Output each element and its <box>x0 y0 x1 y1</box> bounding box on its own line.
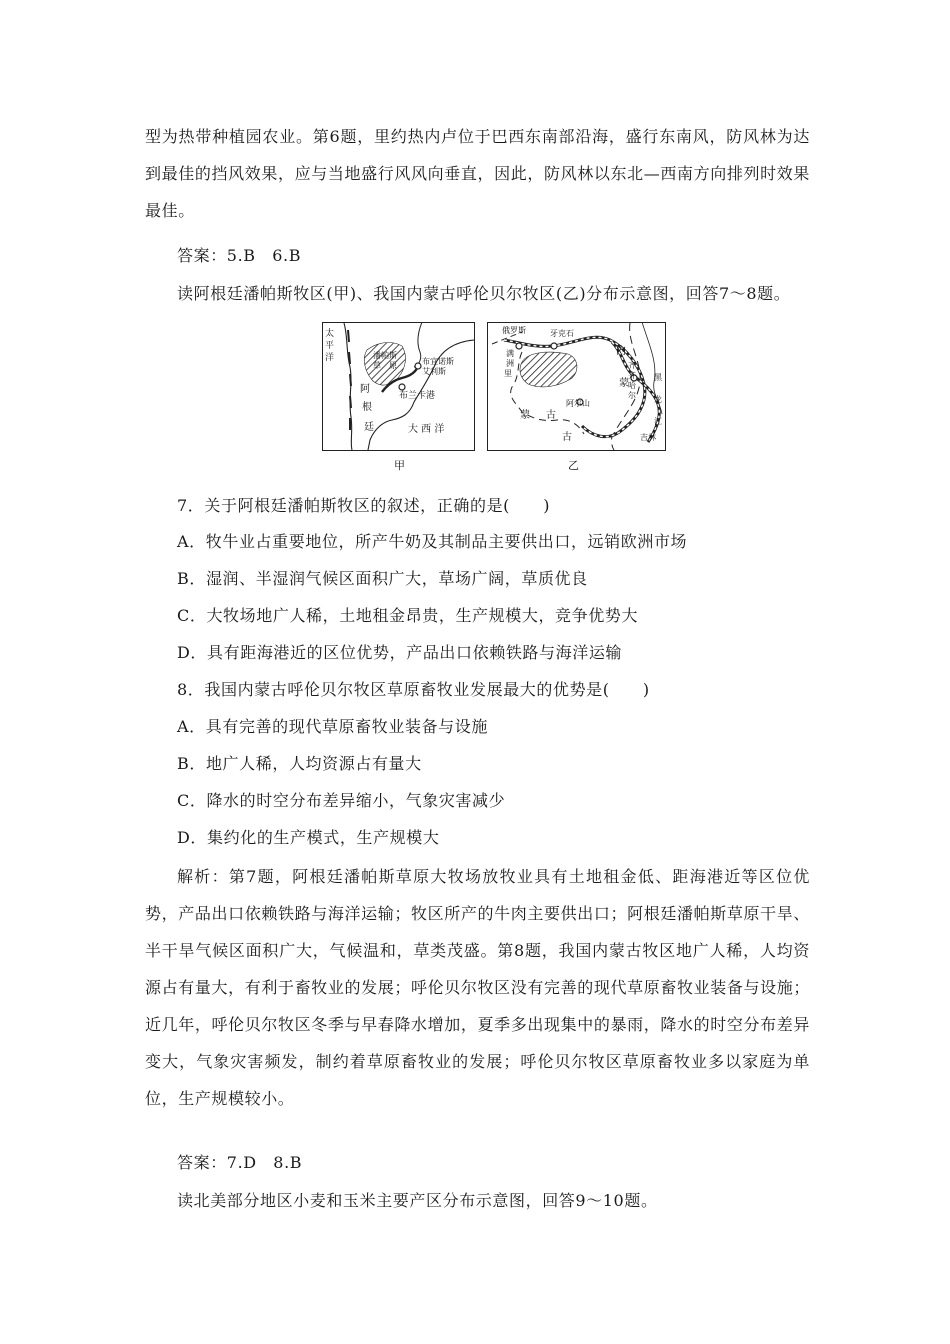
svg-text:满: 满 <box>506 349 514 358</box>
svg-text:根: 根 <box>362 402 372 413</box>
svg-text:古: 古 <box>546 410 556 421</box>
q8-stem: 8．我国内蒙古呼伦贝尔牧区草原畜牧业发展最大的优势是( ) <box>177 680 650 699</box>
q7-option-a: A．牧牛业占重要地位，所产牛奶及其制品主要供出口，远销欧洲市场 <box>177 532 688 551</box>
svg-text:江: 江 <box>654 417 662 426</box>
svg-text:牙克石: 牙克石 <box>550 329 574 338</box>
svg-text:布兰卡港: 布兰卡港 <box>399 391 436 401</box>
svg-text:潘帕斯: 潘帕斯 <box>373 351 397 360</box>
caption-jia: 甲 <box>394 459 405 472</box>
svg-text:平: 平 <box>325 341 335 351</box>
q7-option-c: C．大牧场地广人稀，土地租金昂贵，生产规模大，竞争优势大 <box>177 606 639 625</box>
svg-text:阿尔山: 阿尔山 <box>566 399 590 408</box>
q8-option-a: A．具有完善的现代草原畜牧业装备与设施 <box>177 717 488 736</box>
svg-text:俄罗斯: 俄罗斯 <box>502 326 526 335</box>
svg-text:艾利斯: 艾利斯 <box>422 367 446 376</box>
answer-q5-6: 答案：5.B 6.B <box>177 246 302 265</box>
svg-text:蒙: 蒙 <box>520 410 530 421</box>
svg-text:尔: 尔 <box>628 391 636 400</box>
q7-option-b: B．湿润、半湿润气候区面积广大，草场广阔，草质优良 <box>177 569 588 588</box>
explanation-paragraph-q5-6: 型为热带种植园农业。第6题，里约热内卢位于巴西东南部沿海，盛行东南风，防风林为达到最佳的挡风效果，应与当地盛行风风向垂直，因此，防风林以东北—西南方向排列时效果最佳。 <box>145 127 810 220</box>
svg-text:廷: 廷 <box>364 422 374 433</box>
intro-q7-8: 读阿根廷潘帕斯牧区(甲)、我国内蒙古呼伦贝尔牧区(乙)分布示意图，回答7～8题。 <box>177 284 791 303</box>
map-yi <box>488 322 666 472</box>
svg-text:龙: 龙 <box>654 395 662 404</box>
svg-text:洋: 洋 <box>325 353 335 363</box>
svg-text:蒙: 蒙 <box>619 378 629 389</box>
svg-text:齐: 齐 <box>628 361 636 370</box>
svg-text:齐: 齐 <box>628 371 636 380</box>
svg-text:哈: 哈 <box>628 381 636 390</box>
caption-yi: 乙 <box>568 459 579 472</box>
svg-text:大 西 洋: 大 西 洋 <box>408 424 445 435</box>
svg-text:里: 里 <box>504 369 512 378</box>
svg-text:布宜诺斯: 布宜诺斯 <box>422 357 454 366</box>
q8-option-d: D．集约化的生产模式，生产规模大 <box>177 828 440 847</box>
svg-text:草 原: 草 原 <box>373 361 397 370</box>
svg-text:吉林: 吉林 <box>640 433 656 442</box>
q8-option-b: B．地广人稀，人均资源占有量大 <box>177 754 422 773</box>
map-figure <box>322 322 672 480</box>
svg-text:内: 内 <box>616 346 626 357</box>
svg-text:黑: 黑 <box>654 373 662 382</box>
intro-q9-10: 读北美部分地区小麦和玉米主要产区分布示意图，回答9～10题。 <box>177 1191 658 1210</box>
q7-stem: 7．关于阿根廷潘帕斯牧区的叙述，正确的是( ) <box>177 496 551 515</box>
q8-option-c: C．降水的时空分布差异缩小，气象灾害减少 <box>177 791 506 810</box>
svg-text:古: 古 <box>562 432 572 443</box>
answer-q7-8: 答案：7.D 8.B <box>177 1153 303 1172</box>
q7-option-d: D．具有距海港近的区位优势，产品出口依赖铁路与海洋运输 <box>177 643 623 662</box>
svg-text:太: 太 <box>325 329 335 339</box>
explanation-paragraph-q7-8: 解析：第7题，阿根廷潘帕斯草原大牧场放牧业具有土地租金低、距海港近等区位优势，产品出口依赖铁路与海洋运输；牧区所产的牛肉主要供出口；阿根廷潘帕斯草原干旱、半干旱气候区面积广大，气候温和，草类茂盛。第8题，我国内蒙古牧区地广人稀，人均资源占有量大，有利于畜牧业的发展；呼伦贝尔牧区没有完善的现代草原畜牧业装备与设施；近几年，呼伦贝尔牧区冬季与早春降水增加，夏季多出现集中的暴雨，降水的时空分布差异变大，气象灾害频发，制约着草原畜牧业的发展；呼伦贝尔牧区草原畜牧业多以家庭为单位，生产规模较小。 <box>145 867 810 1108</box>
svg-text:洲: 洲 <box>506 359 514 368</box>
map-jia <box>323 322 475 472</box>
svg-text:阿: 阿 <box>360 384 370 395</box>
